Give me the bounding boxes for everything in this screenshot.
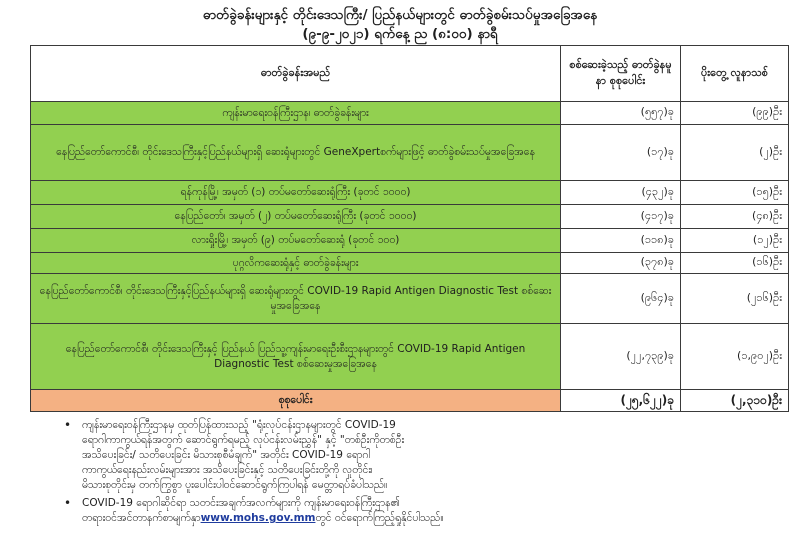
tests-cell: (၄၃၂)ခု (561, 181, 681, 205)
column-header-site: ဓာတ်ခွဲခန်းအမည် (31, 46, 561, 102)
total-row (31, 390, 789, 412)
note-line: COVID-19 ရောဂါဆိုင်ရာ သတင်းအချက်အလက်များကို ကျန်းမာရေးဝန်ကြီးဌာန၏ (82, 497, 400, 509)
site-name-cell: ပုဂ္ဂလိကဆေးရုံနှင့် ဓာတ်ခွဲခန်းများ (31, 253, 561, 274)
note-text (82, 496, 760, 526)
table-header-row (31, 46, 789, 102)
column-header-tests: စစ်ဆေးခဲ့သည့် ဓာတ်ခွဲနမူနာ စုစုပေါင်း (561, 46, 681, 102)
positive-cell: (၂)ဦး (681, 125, 789, 181)
tests-cell: (၃၇၈)ခု (561, 253, 681, 274)
site-name-cell: နေပြည်တော်၊ အမှတ် (၂) တပ်မတော်ဆေးရုံကြီး (ခုတင် ၁၀၀၀) (31, 205, 561, 229)
note-line: ကာကွယ်ရေးနည်းလမ်းများအား အသိပေးခြင်းနှင့် သတိပေးခြင်းတို့ကို လူတိုင်း၊ (82, 464, 373, 476)
site-name-cell: နေပြည်တော်ကောင်စီ၊ တိုင်းဒေသကြီးနှင့်ပြည်နယ်များရှိ ဆေးရုံများတွင် COVID-19 Rapid Antigen Diagnostic Test စစ်ဆေးမှုအခြေအနေ (31, 274, 561, 324)
note-line (82, 511, 760, 526)
note-prefix: တရားဝင်အင်တာနက်စာမျက်နှာ (82, 512, 201, 524)
positive-cell: (၄၈)ဦး (681, 205, 789, 229)
note-line: ရောဂါကာကွယ်ရန်အတွက် ဆောင်ရွက်ရမည့် လုပ်ငန်းလမ်းညွှန်" နှင့် "တစ်ဦးကိုတစ်ဦး (82, 434, 405, 446)
table-row (31, 125, 789, 181)
column-header-positive: ပိုးတွေ့ လူနာသစ် (681, 46, 789, 102)
positive-cell: (၁,၉၀၂)ဦး (681, 324, 789, 390)
lab-testing-table (30, 45, 789, 412)
table-row (31, 181, 789, 205)
bulletin-date: (၉-၉-၂၀၂၁) ရက်နေ့ ည (၈:၀၀) နာရီ (302, 26, 498, 42)
tests-cell: (၂၂,၇၃၉)ခု (561, 324, 681, 390)
total-tests: (၂၅,၆၂၂)ခု (561, 390, 681, 412)
note-item (60, 496, 760, 526)
tests-cell: (၁၁၈)ခု (561, 229, 681, 253)
site-name-cell: နေပြည်တော်ကောင်စီ၊ တိုင်းဒေသကြီးနှင့် ပြည်နယ် ပြည်သူ့ကျန်းမာရေးဦးစီးဌာနများတွင် COVID-19 Rapid Antigen Diagnostic Test စစ်ဆေးမှုအခြေအနေ (31, 324, 561, 390)
positive-cell: (၁၅)ဦး (681, 181, 789, 205)
bullet-icon: • (64, 418, 72, 432)
tests-cell: (၅၅၇)ခု (561, 102, 681, 125)
note-suffix: တွင် ဝင်ရောက်ကြည့်ရှုနိုင်ပါသည်။ (315, 512, 444, 524)
note-text (82, 418, 760, 493)
total-positive: (၂,၃၁၀)ဦး (681, 390, 789, 412)
total-label: စုစုပေါင်း (31, 390, 561, 412)
tests-cell: (၁၇)ခု (561, 125, 681, 181)
mohs-website-link[interactable]: www.mohs.gov.mm (200, 512, 316, 524)
table-row (31, 229, 789, 253)
tests-cell: (၉၆၄)ခု (561, 274, 681, 324)
note-item (60, 418, 760, 493)
tests-cell: (၄၁၇)ခု (561, 205, 681, 229)
bullet-icon: • (64, 496, 72, 510)
positive-cell: (၉၉)ဦး (681, 102, 789, 125)
table-row (31, 253, 789, 274)
site-name-cell: ကျန်းမာရေးဝန်ကြီးဌာန၊ ဓာတ်ခွဲခန်းများ (31, 102, 561, 125)
table-row (31, 205, 789, 229)
note-line: အသိပေးခြင်း/ သတိပေးခြင်း မိသားစုစီမံချက်" အတိုင်း COVID-19 ရောဂါ (82, 449, 371, 461)
bulletin-title: ဓာတ်ခွဲခန်းများနှင့် တိုင်းဒေသကြီး/ ပြည်နယ်များတွင် ဓာတ်ခွဲစမ်းသပ်မှုအခြေအနေ (202, 7, 598, 23)
positive-cell: (၂၁၆)ဦး (681, 274, 789, 324)
site-name-cell: ရန်ကုန်မြို့၊ အမှတ် (၁) တပ်မတော်ဆေးရုံကြီး (ခုတင် ၁၀၀၀) (31, 181, 561, 205)
site-name-cell: နေပြည်တော်ကောင်စီ၊ တိုင်းဒေသကြီးနှင့်ပြည်နယ်များရှိ ဆေးရုံများတွင် GeneXpertစက်များဖြင့် ဓာတ်ခွဲစမ်းသပ်မှုအခြေအနေ (31, 125, 561, 181)
table-row (31, 102, 789, 125)
note-line: မိသားစုတိုင်းမှ တက်ကြွစွာ ပူးပေါင်းပါဝင်ဆောင်ရွက်ကြပါရန် မေတ္တာရပ်ခံပါသည်။ (82, 479, 388, 491)
table-row (31, 274, 789, 324)
positive-cell: (၁၆)ဦး (681, 253, 789, 274)
positive-cell: (၁၂)ဦး (681, 229, 789, 253)
table-row (31, 324, 789, 390)
note-line: ကျန်းမာရေးဝန်ကြီးဌာနမှ ထုတ်ပြန်ထားသည့် "ရုံးလုပ်ငန်းဌာနများတွင် COVID-19 (82, 419, 396, 431)
site-name-cell: လားရှိုးမြို့၊ အမှတ် (၉) တပ်မတော်ဆေးရုံ (ခုတင် ၁၀၀) (31, 229, 561, 253)
notes-section (60, 418, 760, 529)
